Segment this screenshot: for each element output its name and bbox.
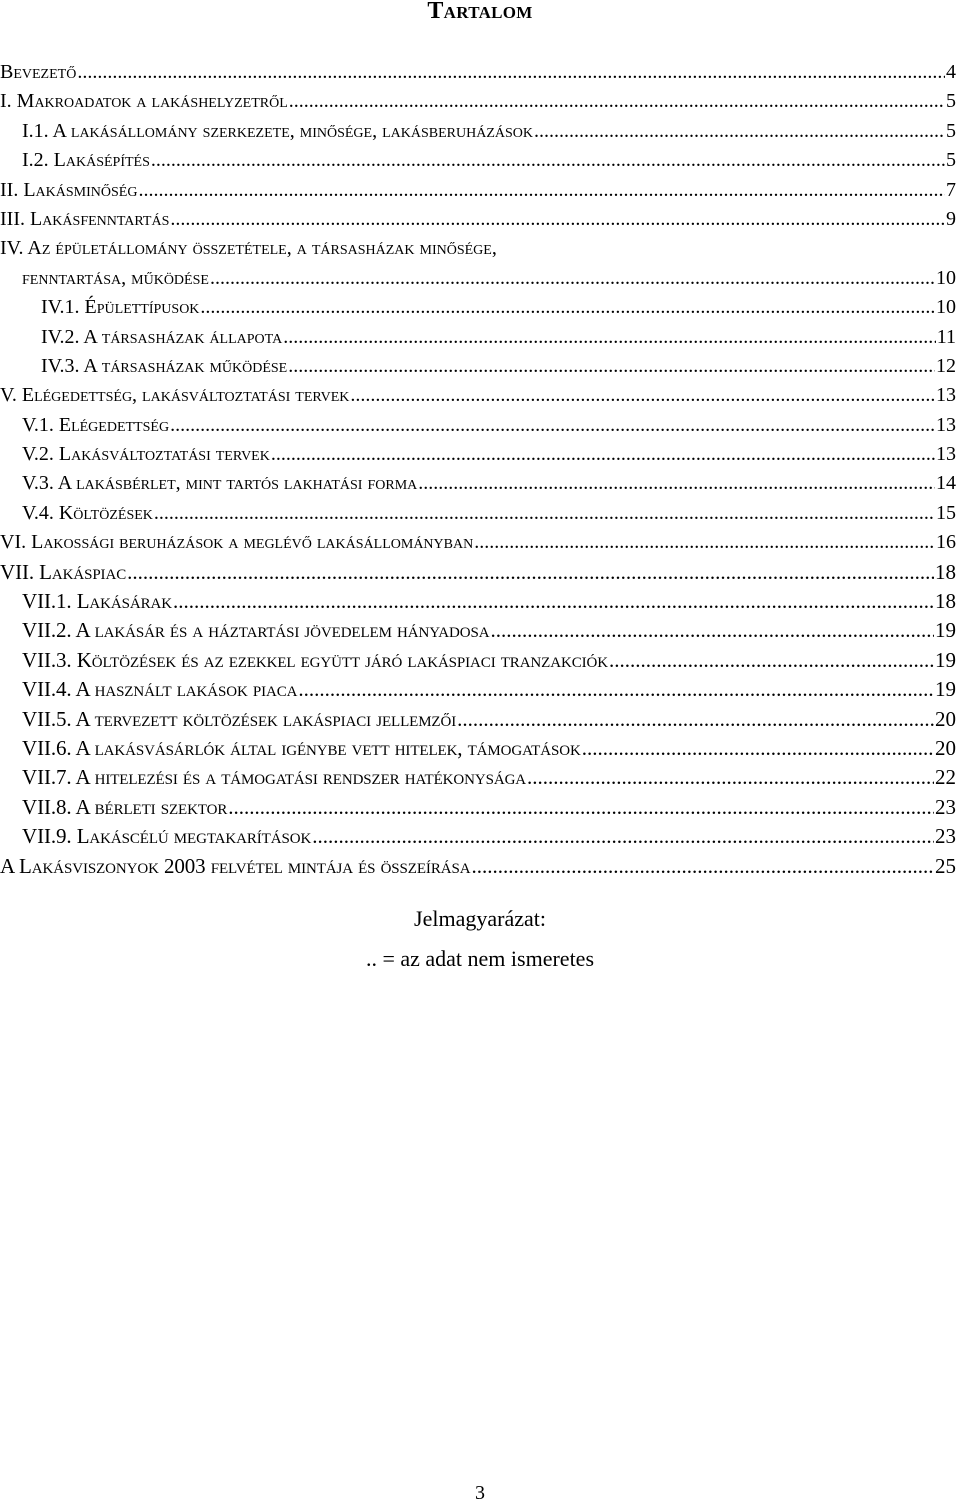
toc-entry-page: 16 xyxy=(936,531,956,554)
dot-leader xyxy=(527,763,934,792)
toc-entry[interactable] xyxy=(0,205,960,234)
legend-text: .. = az adat nem ismeretes xyxy=(365,946,595,971)
dot-leader xyxy=(170,411,935,440)
toc-entry[interactable] xyxy=(0,587,960,616)
page-title: Tartalom xyxy=(427,0,533,24)
dot-leader xyxy=(154,499,935,528)
dot-leader xyxy=(271,440,935,469)
dot-leader xyxy=(173,587,934,616)
toc-entry[interactable] xyxy=(0,352,960,381)
toc-entry-label: IV.3. A társasházak működése xyxy=(41,354,288,377)
dot-leader xyxy=(77,58,945,87)
toc-entry-label: III. Lakásfenntartás xyxy=(0,207,170,230)
toc-entry-label: V.2. Lakásváltoztatási tervek xyxy=(22,443,270,466)
page-number: 3 xyxy=(475,1482,485,1504)
toc-entry-label: V.4. Költözések xyxy=(22,501,153,524)
toc-entry-page: 20 xyxy=(935,706,956,731)
toc-entry-page: 23 xyxy=(935,824,956,849)
table-of-contents xyxy=(0,58,960,881)
dot-leader xyxy=(210,264,935,293)
toc-entry-label: VII.3. Költözések és az ezekkel együtt járó lakáspiaci tranzakciók xyxy=(22,647,608,672)
dot-leader xyxy=(288,352,935,381)
toc-entry-label: VII.7. A hitelezési és a támogatási rendszer hatékonysága xyxy=(22,765,527,790)
toc-entry-page: 19 xyxy=(935,677,956,702)
toc-entry[interactable] xyxy=(0,411,960,440)
toc-entry[interactable] xyxy=(0,528,960,557)
dot-leader xyxy=(350,381,935,410)
toc-entry-label: V.3. A lakásbérlet, mint tartós lakhatási forma xyxy=(22,472,418,495)
dot-leader xyxy=(609,646,934,675)
toc-entry[interactable] xyxy=(0,58,960,87)
toc-entry[interactable] xyxy=(0,469,960,498)
toc-entry[interactable] xyxy=(0,293,960,322)
toc-entry-page: 25 xyxy=(935,853,956,878)
toc-entry[interactable] xyxy=(0,323,960,352)
dot-leader xyxy=(138,176,945,205)
toc-entry-page: 14 xyxy=(936,472,956,495)
dot-leader xyxy=(471,852,934,881)
toc-entry-label: VII.6. A lakásvásárlók által igénybe vett hitelek, támogatások xyxy=(22,735,581,760)
toc-entry-label: I. Makroadatok a lakáshelyzetről xyxy=(0,90,288,113)
dot-leader xyxy=(582,734,934,763)
toc-entry[interactable] xyxy=(0,499,960,528)
toc-entry-page: 20 xyxy=(935,735,956,760)
toc-entry[interactable] xyxy=(0,616,960,645)
dot-leader xyxy=(534,117,945,146)
toc-entry-label: VII.1. Lakásárak xyxy=(22,589,172,614)
toc-entry-page: 18 xyxy=(935,589,956,614)
toc-entry-label: IV. Az épületállomány összetétele, a társasházak minősége, xyxy=(0,237,497,260)
toc-entry[interactable] xyxy=(0,381,960,410)
toc-entry-page: 15 xyxy=(936,501,956,524)
toc-entry-page: 5 xyxy=(946,149,956,172)
toc-entry-label: Bevezető xyxy=(0,61,77,83)
toc-entry-label: I.2. Lakásépítés xyxy=(22,149,150,172)
dot-leader xyxy=(490,616,934,645)
toc-entry[interactable] xyxy=(0,793,960,822)
dot-leader xyxy=(298,675,934,704)
toc-entry[interactable] xyxy=(0,117,960,146)
dot-leader xyxy=(228,793,934,822)
legend-title: Jelmagyarázat: xyxy=(414,906,546,931)
toc-entry-page: 9 xyxy=(946,207,956,230)
dot-leader xyxy=(170,205,945,234)
dot-leader xyxy=(312,822,934,851)
toc-entry-label: V.1. Elégedettség xyxy=(22,413,170,436)
toc-entry[interactable] xyxy=(0,87,960,116)
toc-entry-page: 12 xyxy=(936,354,956,377)
toc-entry[interactable] xyxy=(0,734,960,763)
toc-entry-page: 19 xyxy=(935,647,956,672)
toc-entry-page: 13 xyxy=(936,443,956,466)
toc-entry-page: 10 xyxy=(936,266,956,289)
toc-entry-label: VII.8. A bérleti szektor xyxy=(22,794,228,819)
dot-leader xyxy=(127,558,934,587)
toc-entry-page: 23 xyxy=(935,794,956,819)
toc-entry[interactable] xyxy=(0,852,960,881)
dot-leader xyxy=(457,705,934,734)
toc-entry-page: 22 xyxy=(935,765,956,790)
toc-entry-label: VII.9. Lakáscélú megtakarítások xyxy=(22,824,312,849)
toc-entry-label: fenntartása, működése xyxy=(22,266,209,289)
toc-entry-label: A Lakásviszonyok 2003 felvétel mintája és összeírása xyxy=(0,853,471,878)
dot-leader xyxy=(200,293,935,322)
toc-entry-label: IV.2. A társasházak állapota xyxy=(41,325,283,348)
toc-entry[interactable] xyxy=(0,440,960,469)
toc-entry-page: 5 xyxy=(946,119,956,142)
toc-entry-page: 19 xyxy=(935,618,956,643)
toc-entry-page: 10 xyxy=(936,296,956,319)
toc-entry[interactable] xyxy=(0,763,960,792)
toc-entry-label: VI. Lakossági beruházások a meglévő lakásállományban xyxy=(0,531,474,554)
toc-entry[interactable] xyxy=(0,146,960,175)
toc-entry-page: 5 xyxy=(946,90,956,113)
toc-entry-label: V. Elégedettség, lakásváltoztatási tervek xyxy=(0,384,350,407)
dot-leader xyxy=(289,87,945,116)
toc-entry[interactable] xyxy=(0,234,960,263)
toc-entry[interactable] xyxy=(0,646,960,675)
toc-entry[interactable] xyxy=(0,176,960,205)
toc-entry-page: 18 xyxy=(935,559,956,584)
toc-entry-label: I.1. A lakásállomány szerkezete, minősége, lakásberuházások xyxy=(22,119,533,142)
toc-entry-label: VII.2. A lakásár és a háztartási jövedelem hányadosa xyxy=(22,618,490,643)
toc-entry-label: II. Lakásminőség xyxy=(0,178,138,201)
toc-entry-page: 7 xyxy=(946,178,956,201)
toc-entry-label: IV.1. Épülettípusok xyxy=(41,296,200,319)
dot-leader xyxy=(474,528,935,557)
toc-entry[interactable] xyxy=(0,675,960,704)
toc-entry-label: VII. Lakáspiac xyxy=(0,559,127,584)
toc-entry-page: 13 xyxy=(936,413,956,436)
toc-entry-label: VII.4. A használt lakások piaca xyxy=(22,677,298,702)
toc-entry[interactable] xyxy=(0,264,960,293)
toc-entry[interactable] xyxy=(0,558,960,587)
toc-entry-page: 4 xyxy=(946,61,956,83)
dot-leader xyxy=(283,323,936,352)
toc-entry[interactable] xyxy=(0,705,960,734)
toc-entry[interactable] xyxy=(0,822,960,851)
dot-leader xyxy=(418,469,935,498)
toc-entry-page: 11 xyxy=(936,325,956,348)
dot-leader xyxy=(151,146,945,175)
toc-entry-page: 13 xyxy=(936,384,956,407)
toc-entry-label: VII.5. A tervezett költözések lakáspiaci jellemzői xyxy=(22,706,457,731)
